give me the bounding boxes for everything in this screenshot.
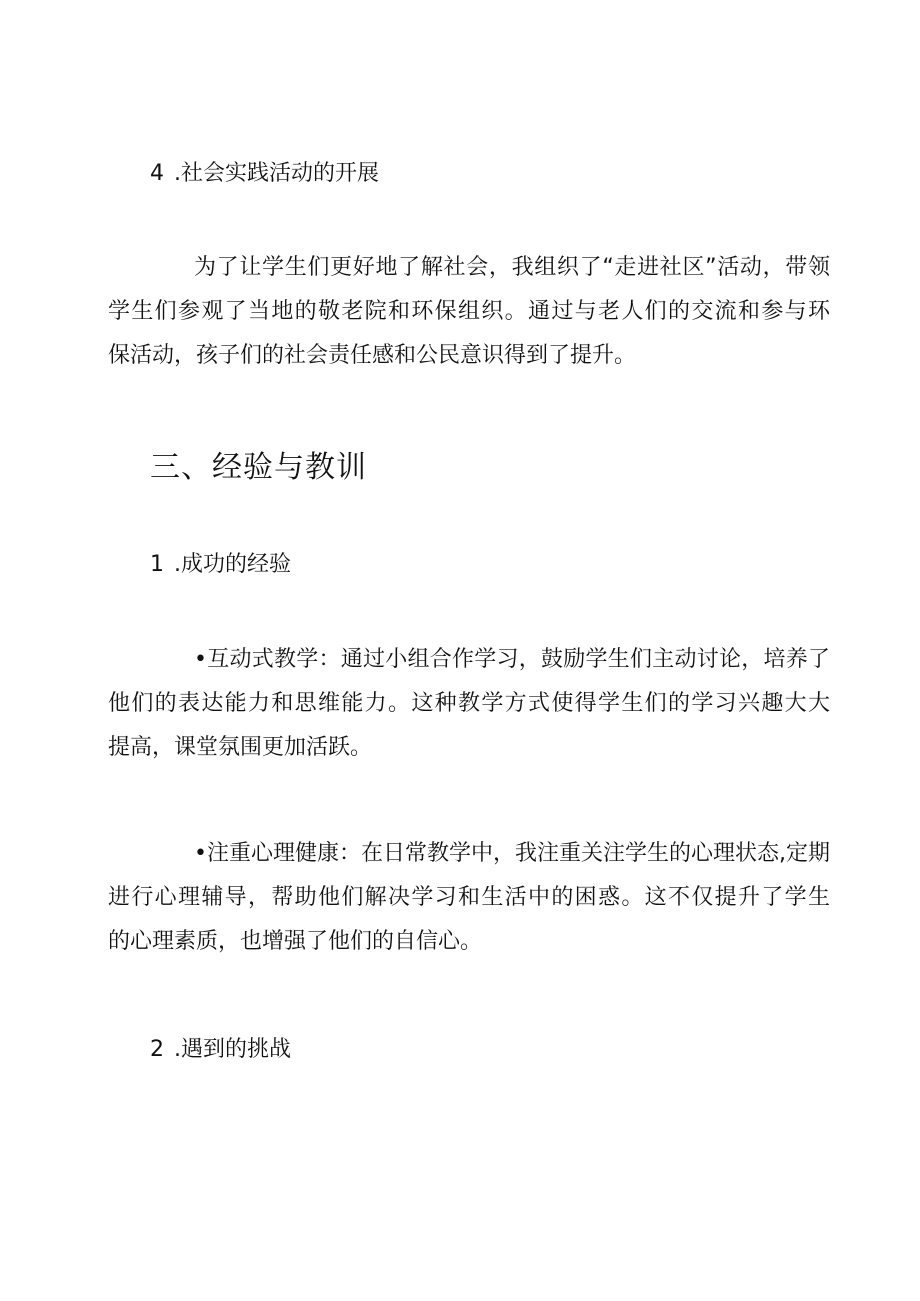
paragraph-interactive-teaching (0, 638, 920, 770)
subheading-text: .遇到的挑战 (174, 1037, 291, 1062)
paragraph-line: 提高，课堂氛围更加活跃。 (108, 735, 373, 760)
subheading-2 (150, 1033, 830, 1067)
subheading-text: .社会实践活动的开展 (174, 161, 379, 186)
subheading-number: 2 (150, 1037, 164, 1062)
paragraph-mental-health (0, 832, 920, 964)
subheading-1 (150, 548, 830, 582)
subheading-text: .成功的经验 (174, 552, 291, 577)
paragraph-line: 保活动，孩子们的社会责任感和公民意识得到了提升。 (108, 343, 637, 368)
paragraph-line: 的心理素质，也增强了他们的自信心。 (108, 929, 483, 954)
paragraph-social-practice (0, 246, 920, 378)
paragraph-line: 他们的表达能力和思维能力。这种教学方式使得学生们的学习兴趣大大 (108, 691, 830, 716)
paragraph-line: •互动式教学：通过小组合作学习，鼓励学生们主动讨论，培养了 (194, 647, 830, 672)
paragraph-line: •注重心理健康：在日常教学中，我注重关注学生的心理状态,定期 (194, 841, 830, 866)
section-heading-3: 三、经验与教训 (150, 450, 367, 485)
subheading-number: 4 (150, 161, 164, 186)
paragraph-line: 进行心理辅导，帮助他们解决学习和生活中的困惑。这不仅提升了学生 (108, 885, 830, 910)
subheading-number: 1 (150, 552, 164, 577)
subheading-4 (150, 157, 830, 191)
paragraph-line: 为了让学生们更好地了解社会，我组织了“走进社区”活动，带领 (194, 255, 830, 280)
paragraph-line: 学生们参观了当地的敬老院和环保组织。通过与老人们的交流和参与环 (108, 299, 830, 324)
